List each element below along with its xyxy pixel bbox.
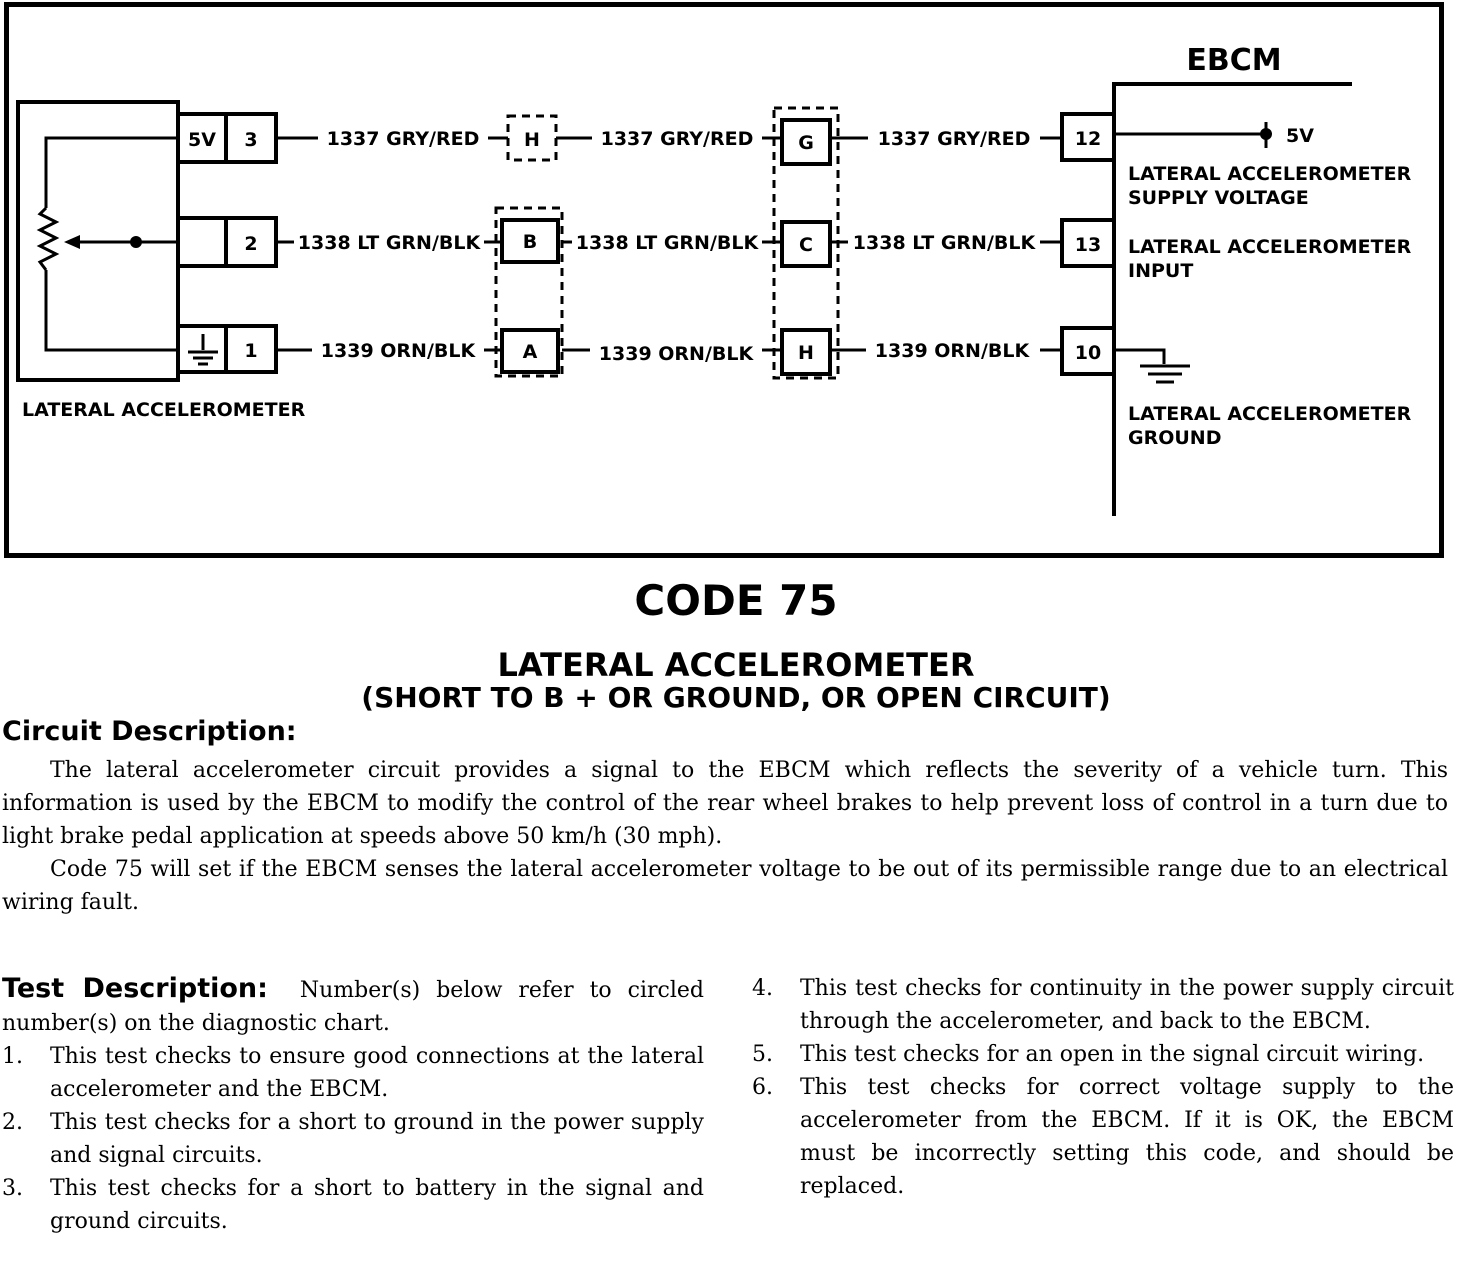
circuit-description	[2, 754, 1448, 919]
test-item	[2, 1172, 704, 1238]
accel-pin-5v: 5V	[188, 129, 216, 151]
wire-label-gry-red-2: 1337 GRY/RED	[600, 128, 754, 150]
connector-pin-h-bottom: H	[798, 342, 814, 364]
accel-pin-1: 1	[244, 340, 258, 362]
code-condition: (SHORT TO B + OR GROUND, OR OPEN CIRCUIT)	[361, 681, 1111, 714]
code-title: CODE 75	[634, 576, 838, 625]
test-item-text: This test checks for continuity in the power supply circuit through the accelerometer, and back to the EBCM.	[800, 976, 1454, 1034]
code-subtitle: LATERAL ACCELEROMETER	[497, 646, 975, 684]
wire-label-gry-red-1: 1337 GRY/RED	[326, 128, 480, 150]
wiring-diagram	[0, 0, 1472, 560]
test-item-text: This test checks for an open in the signal circuit wiring.	[800, 1042, 1425, 1067]
circuit-description-heading: Circuit Description:	[2, 716, 297, 747]
accel-pin-2: 2	[244, 233, 258, 255]
connector-pin-g: G	[798, 132, 814, 154]
test-description-heading: Test Description:	[2, 973, 268, 1004]
test-item-number: 6.	[752, 1075, 773, 1100]
wire-label-orn-blk-3: 1339 ORN/BLK	[874, 340, 1030, 362]
test-item-number: 5.	[752, 1042, 773, 1067]
accelerometer-label: LATERAL ACCELEROMETER	[22, 399, 306, 421]
test-item-number: 4.	[752, 976, 773, 1001]
test-item	[752, 1071, 1454, 1203]
ebcm-pin-13: 13	[1074, 234, 1102, 256]
ebcm-5v-label: 5V	[1286, 125, 1314, 147]
ebcm-label: EBCM	[1186, 43, 1282, 78]
ebcm-pin-12: 12	[1074, 128, 1102, 150]
ebcm-pin-10: 10	[1074, 342, 1102, 364]
test-item-number: 3.	[2, 1176, 23, 1201]
test-description-right	[752, 972, 1454, 1203]
wire-label-lt-grn-blk-2: 1338 LT GRN/BLK	[575, 232, 759, 254]
test-item	[752, 1038, 1454, 1071]
test-item	[2, 1040, 704, 1106]
connector-pin-c: C	[799, 234, 813, 256]
wire-label-lt-grn-blk-1: 1338 LT GRN/BLK	[297, 232, 481, 254]
circuit-paragraph-1: The lateral accelerometer circuit provides a signal to the EBCM which reflects the severity of a vehicle turn. This information is used by the EBCM to modify the control of the rear wheel brakes to help prevent loss of control in a turn due to light brake pedal application at speeds above 50 km/h (30 mph).	[2, 758, 1448, 849]
wire-label-orn-blk-1: 1339 ORN/BLK	[320, 340, 476, 362]
accel-pin-3: 3	[244, 129, 258, 151]
test-intro: Number(s) below refer to circled number(s) on the diagnostic chart.	[2, 978, 704, 1036]
test-item-text: This test checks for a short to ground in the power supply and signal circuits.	[50, 1110, 704, 1168]
supply-voltage-label-1: LATERAL ACCELEROMETER	[1128, 163, 1412, 185]
wire-label-lt-grn-blk-3: 1338 LT GRN/BLK	[852, 232, 1036, 254]
test-item-text: This test checks for correct voltage supply to the accelerometer from the EBCM. If it is OK, the EBCM must be incorrectly setting this code, and should be replaced.	[800, 1075, 1454, 1199]
connector-pin-h-top: H	[524, 129, 540, 151]
ground-label-1: LATERAL ACCELEROMETER	[1128, 403, 1412, 425]
test-item-text: This test checks to ensure good connections at the lateral accelerometer and the EBCM.	[50, 1044, 704, 1102]
test-item-text: This test checks for a short to battery in the signal and ground circuits.	[50, 1176, 704, 1234]
test-item-number: 1.	[2, 1044, 23, 1069]
junction-dot-icon	[130, 236, 142, 248]
ground-label-2: GROUND	[1128, 427, 1222, 449]
test-description-left	[2, 972, 704, 1238]
connector-pin-a: A	[522, 341, 538, 363]
wire-label-gry-red-3: 1337 GRY/RED	[877, 128, 1031, 150]
input-label-1: LATERAL ACCELEROMETER	[1128, 236, 1412, 258]
wiper-arrow-icon	[64, 235, 80, 249]
wire-label-orn-blk-2: 1339 ORN/BLK	[598, 343, 754, 365]
circuit-paragraph-2: Code 75 will set if the EBCM senses the lateral accelerometer voltage to be out of its permissible range due to an electrical wiring fault.	[2, 857, 1448, 915]
connector-pin-b: B	[522, 231, 538, 253]
supply-voltage-label-2: SUPPLY VOLTAGE	[1128, 187, 1309, 209]
test-item	[2, 1106, 704, 1172]
supply-5v-dot-icon	[1260, 128, 1272, 140]
test-item-number: 2.	[2, 1110, 23, 1135]
ebcm-boundary	[1114, 84, 1352, 516]
test-item	[752, 972, 1454, 1038]
input-label-2: INPUT	[1128, 260, 1194, 282]
